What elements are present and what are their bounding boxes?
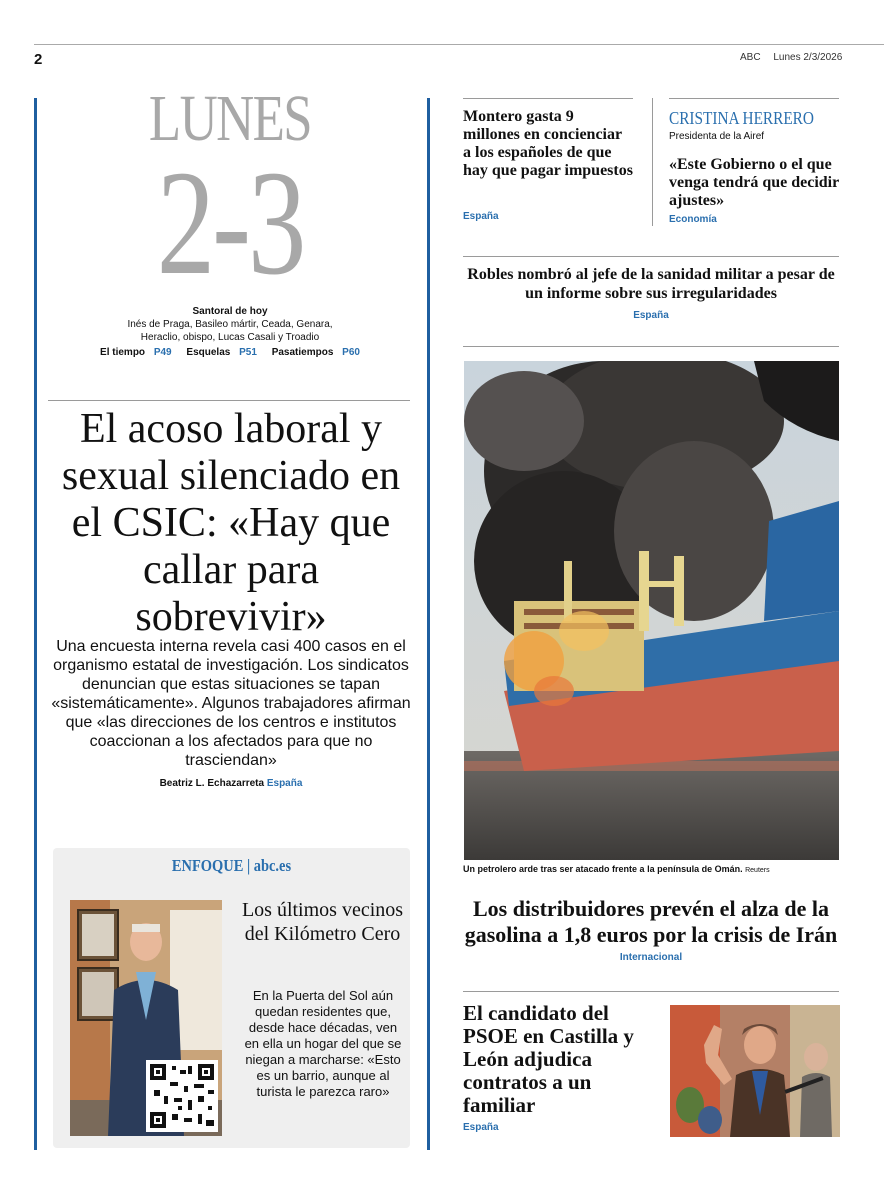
section-link-obituaries[interactable]	[183, 347, 260, 358]
top-right-divider	[652, 98, 653, 226]
interview-quote[interactable]: «Este Gobierno o el que venga tendrá que decidir ajustes»	[669, 156, 839, 209]
main-subhead: Una encuesta interna revela casi 400 casos en el organismo estatal de investigación. Los sindicatos denuncian que estas situaciones se tapan «sistemáticamente». Algunos trabajadores afirman que «las direcciones de los centros e institutos coaccionan a los afectados para que no trasciendan»	[51, 638, 411, 769]
photo-caption	[463, 864, 843, 874]
interview-role: Presidenta de la Airef	[669, 131, 765, 142]
section-page: P51	[239, 347, 257, 358]
psoe-rule	[463, 991, 839, 992]
robles-headline[interactable]: Robles nombró al jefe de la sanidad militar a pesar de un informe sobre sus irregularidades	[467, 266, 835, 302]
author-name: Beatriz L. Echazarreta	[159, 778, 265, 789]
santoral-title: Santoral de hoy	[192, 306, 268, 317]
santoral-text: Inés de Praga, Basileo mártir, Ceada, Genara, Heraclio, obispo, Lucas Casali y Troadio	[127, 319, 333, 343]
issue-date: Lunes 2/3/2026	[773, 52, 843, 63]
interview-section-tag[interactable]: Economía	[669, 214, 717, 225]
main-byline	[48, 778, 414, 789]
main-headline[interactable]: El acoso laboral y sexual silenciado en el CSIC: «Hay que callar para sobrevivir»	[61, 406, 401, 640]
main-story-rule	[48, 400, 410, 401]
robles-rule-bottom	[463, 346, 839, 347]
page-number: 2	[34, 51, 43, 68]
section-link-puzzles[interactable]	[269, 347, 363, 358]
right-top-rule	[669, 98, 839, 99]
section-link-weather[interactable]	[97, 347, 175, 358]
day-date: 2-3	[156, 140, 304, 306]
center-column-rule	[427, 98, 430, 1150]
section-label: Esquelas	[186, 347, 231, 358]
section-label: El tiempo	[100, 347, 146, 358]
left-column-rule	[34, 98, 37, 1150]
enfoque-headline[interactable]: Los últimos vecinos del Kilómetro Cero	[241, 899, 404, 945]
enfoque-tag[interactable]	[80, 856, 383, 876]
robles-section-tag[interactable]: España	[633, 310, 669, 321]
caption-text: Un petrolero arde tras ser atacado frente a la península de Omán.	[463, 864, 743, 874]
publication-name: ABC	[740, 52, 761, 63]
enfoque-separator: |	[246, 856, 251, 875]
header-rule	[34, 44, 884, 45]
tanker-fire-photo[interactable]	[464, 361, 839, 860]
montero-section-tag[interactable]: España	[463, 211, 499, 222]
photo-credit: Reuters	[745, 867, 770, 874]
right-top-rule	[463, 98, 633, 99]
interview-name: CRISTINA HERRERO	[669, 108, 814, 128]
section-index	[40, 347, 420, 358]
section-tag[interactable]: España	[266, 778, 303, 789]
robles-rule-top	[463, 256, 839, 257]
enfoque-label: ENFOQUE	[171, 856, 244, 875]
fuel-headline[interactable]: Los distribuidores prevén el alza de la gasolina a 1,8 euros por la crisis de Irán	[464, 896, 838, 947]
enfoque-photo[interactable]	[70, 900, 222, 1136]
section-page: P49	[153, 347, 172, 358]
candidate-photo[interactable]	[670, 1005, 840, 1137]
montero-headline[interactable]: Montero gasta 9 millones en concienciar a los españoles de que hay que pagar impuestos	[463, 108, 633, 179]
section-page: P60	[342, 347, 360, 358]
fuel-section-tag[interactable]: Internacional	[619, 952, 683, 963]
day-name: LUNES	[148, 82, 312, 155]
psoe-headline[interactable]: El candidato del PSOE en Castilla y León adjudica contratos a un familiar	[463, 1001, 634, 1117]
enfoque-text: En la Puerta del Sol aún quedan residentes que, desde hace décadas, ven en ella un hogar del que se niegan a marcharse: «Esto es un barrio, aunque al turista le parezca raro»	[244, 988, 402, 1099]
psoe-section-tag[interactable]: España	[463, 1122, 499, 1133]
page-header	[740, 52, 842, 63]
enfoque-site: abc.es	[253, 856, 292, 875]
section-label: Pasatiempos	[271, 347, 334, 358]
